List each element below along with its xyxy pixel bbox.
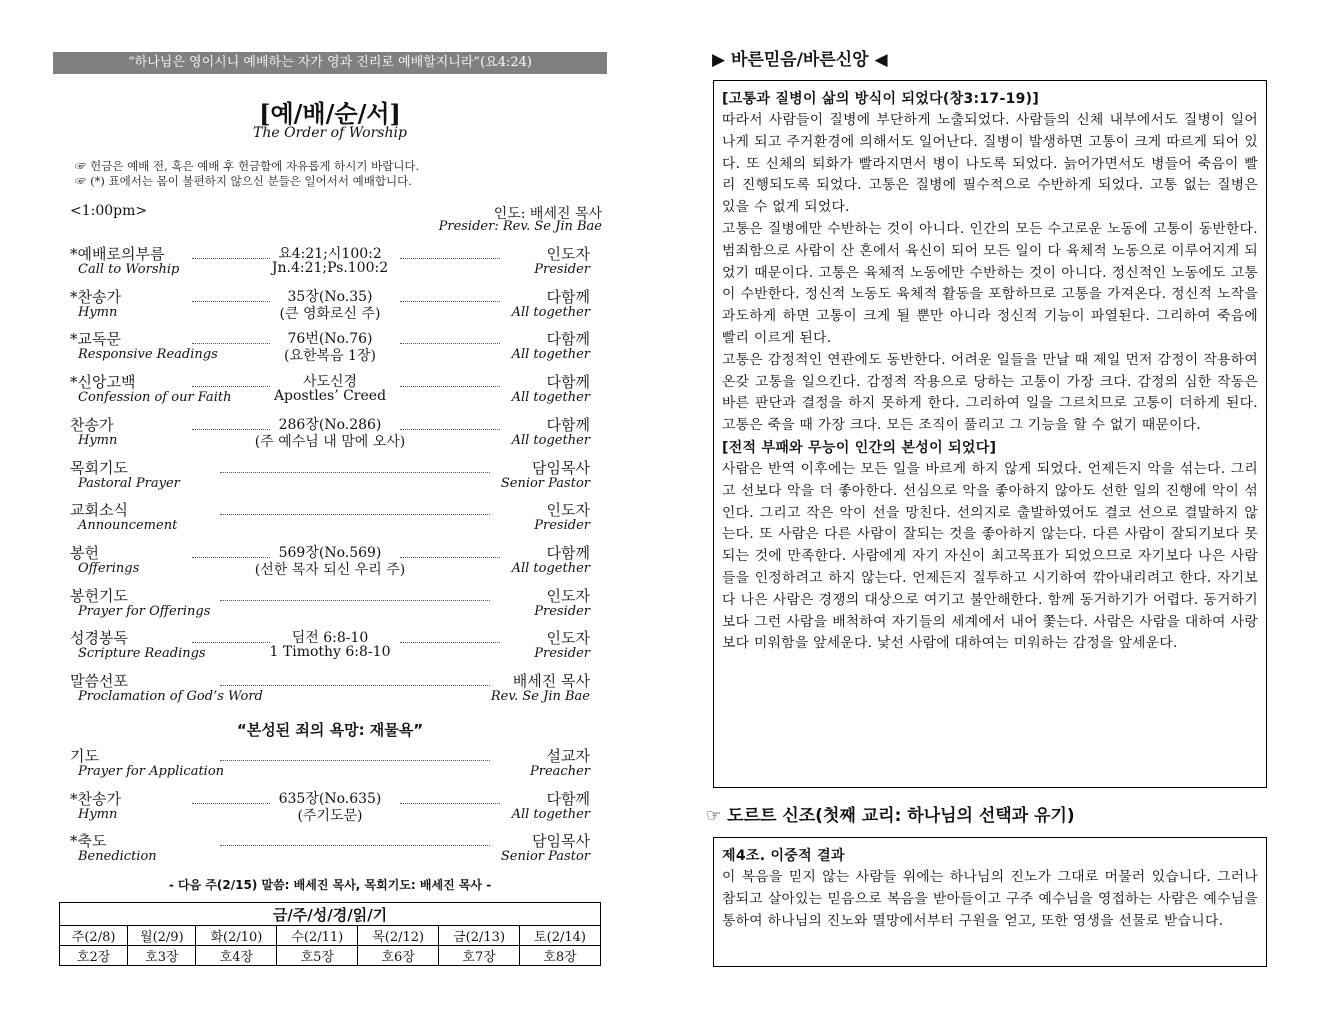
page-title: [예/배/순/서] xyxy=(259,99,401,128)
order-item-leader-en: Preacher xyxy=(530,764,590,779)
dotted-leader xyxy=(400,258,500,259)
reading-books-row xyxy=(60,946,601,966)
order-item-leader: 다함께 xyxy=(546,330,590,349)
dotted-leader xyxy=(220,760,490,761)
order-item-leader: 설교자 xyxy=(546,747,590,765)
order-item-korean: *찬송가 xyxy=(70,789,121,808)
order-item-detail-sub: (큰 영화로신 주) xyxy=(279,305,381,322)
dotted-leader xyxy=(220,685,490,686)
order-item-leader-en: Presider xyxy=(534,518,590,534)
order-item-leader: 다함께 xyxy=(546,373,590,392)
order-item-korean: 교회소식 xyxy=(70,501,128,520)
order-item xyxy=(70,670,594,712)
order-item-detail-sub: 1 Timothy 6:8-10 xyxy=(269,644,391,661)
order-item-leader: 인도자 xyxy=(546,245,590,263)
order-item xyxy=(70,457,594,499)
dotted-leader xyxy=(220,514,490,515)
order-item-english: Hymn xyxy=(78,432,118,448)
order-item xyxy=(70,542,594,584)
order-item-korean: 봉헌 xyxy=(70,543,99,562)
order-item-detail-sub: Jn.4:21;Ps.100:2 xyxy=(271,260,389,276)
order-item-english: Pastoral Prayer xyxy=(78,475,180,491)
order-item-leader-en: All together xyxy=(511,347,590,363)
order-item-english: Announcement xyxy=(78,518,178,534)
reading-book: 호7장 xyxy=(439,946,520,966)
order-item-leader-en: Presider xyxy=(534,603,590,619)
dotted-leader xyxy=(192,386,270,387)
dotted-leader xyxy=(400,386,500,387)
order-item-leader: 다함께 xyxy=(546,415,590,434)
article-paragraph: 고통은 감정적인 연관에도 동반한다. 어려운 일들을 만날 때 제일 먼저 감정이 작용하여 온갖 고통을 일으킨다. 감정적 작용으로 당하는 고통이 가장 크다. 감정의 심한 작동은 바른 판단과 결정을 하지 못하게 한다. 그리하여 일을 그르치므로 고통이 더하게 된다. 고통은 죽을 때 가장 크다. 모든 조직이 풀리고 그 기능을 할 수 없기 때문이다. xyxy=(722,351,1258,434)
order-item xyxy=(70,328,594,370)
order-item xyxy=(70,788,594,830)
reading-day: 토(2/14) xyxy=(520,926,601,946)
order-item-korean: 성경봉독 xyxy=(70,629,128,648)
service-leader: 인도: 배세진 목사 xyxy=(493,206,602,222)
dort-canons-article xyxy=(713,837,1267,967)
dotted-leader xyxy=(220,845,490,846)
dotted-leader xyxy=(400,301,500,302)
order-item-detail-sub: Apostles’ Creed xyxy=(273,388,387,405)
reading-day: 수(2/11) xyxy=(277,926,358,946)
article-heading: [전적 부패와 무능이 인간의 본성이 되었다] xyxy=(722,439,997,456)
reading-day: 월(2/9) xyxy=(128,926,196,946)
order-item-leader: 인도자 xyxy=(546,501,590,520)
order-item-leader-en: All together xyxy=(511,806,590,822)
order-item-korean: 찬송가 xyxy=(70,415,114,434)
order-item-detail-sub: (요한복음 1장) xyxy=(284,348,376,365)
order-item-korean: *신앙고백 xyxy=(70,373,136,392)
reading-day: 주(2/8) xyxy=(60,926,128,946)
reading-book: 호2장 xyxy=(60,946,128,966)
order-item-detail: 사도신경 xyxy=(302,374,358,391)
service-time: <1:00pm> xyxy=(70,203,148,219)
dotted-leader xyxy=(220,600,490,601)
order-item xyxy=(70,243,594,285)
order-item xyxy=(70,286,594,328)
article-paragraph: 이 복음을 믿지 않는 사람들 위에는 하나님의 진노가 그대로 머물러 있습니다. 그러나 참되고 살아있는 믿음으로 복음을 받아들이고 구주 예수님을 영접하는 사람은 예수님을 통하여 하나님의 진노와 멸망에서부터 구원을 얻고, 또한 영생을 선물로 받습니다. xyxy=(722,869,1258,929)
scripture-banner: “하나님은 영이시니 예배하는 자가 영과 진리로 예배할지니라”(요4:24) xyxy=(53,52,607,74)
section-title-right-faith: ▶ 바른믿음/바른신앙 ◀ xyxy=(712,50,888,70)
order-item-english: Offerings xyxy=(78,560,140,576)
order-item-leader: 배세진 목사 xyxy=(512,672,590,690)
order-item-leader-en: All together xyxy=(511,390,590,406)
dotted-leader xyxy=(220,472,490,473)
order-item-leader: 인도자 xyxy=(546,586,590,605)
order-item-leader-en: Rev. Se Jin Bae xyxy=(490,689,590,704)
order-item-detail: 286장(No.286) xyxy=(278,416,382,433)
reading-day: 목(2/12) xyxy=(358,926,439,946)
order-item-korean: 봉헌기도 xyxy=(70,586,128,605)
order-item-detail: 딤전 6:8-10 xyxy=(291,630,369,647)
article-paragraph: 따라서 사람들이 질병에 부단하게 노출되었다. 사람들의 신체 내부에서도 질병이 일어나게 되고 주거환경에 의해서도 일어난다. 질병이 발생하면 고통이 크게 따르게 되어 있다. 또 신체의 퇴화가 빨라지면서 병이 나도록 되었다. 늙어가면서도 병들어 죽음이 빨리 진행되도록 되었다. 고통은 질병에 필수적으로 수반하게 되었다. 고통 없는 질병은 있을 수 없게 되었다. xyxy=(722,112,1258,216)
dotted-leader xyxy=(400,557,500,558)
order-item-korean: *예배로의부름 xyxy=(70,245,165,263)
reading-book: 호6장 xyxy=(358,946,439,966)
order-item-leader-en: Presider xyxy=(534,646,590,662)
service-leader-en: Presider: Rev. Se Jin Bae xyxy=(438,219,602,234)
order-item-korean: 말씀선포 xyxy=(70,672,128,690)
dotted-leader xyxy=(400,429,500,430)
reading-day: 화(2/10) xyxy=(196,926,277,946)
order-item-leader: 담임목사 xyxy=(532,458,590,477)
dotted-leader xyxy=(400,803,500,804)
order-item xyxy=(70,627,594,669)
order-item-korean: 기도 xyxy=(70,747,99,765)
reading-book: 호3장 xyxy=(128,946,196,966)
order-item-korean: *축도 xyxy=(70,832,107,851)
order-item xyxy=(70,585,594,627)
order-item xyxy=(70,371,594,413)
order-item-korean: *교독문 xyxy=(70,330,121,349)
order-item xyxy=(70,745,594,787)
reading-table-title: 금/주/성/경/읽/기 xyxy=(60,903,601,926)
dotted-leader xyxy=(192,301,270,302)
order-item-korean: *찬송가 xyxy=(70,287,121,306)
weekly-bible-reading-table xyxy=(59,902,601,966)
article-heading: [고통과 질병이 삶의 방식이 되었다(창3:17-19)] xyxy=(722,91,1040,107)
order-item-leader: 다함께 xyxy=(546,789,590,808)
standing-note: ☞ (*) 표에서는 몸이 불편하지 않으신 분들은 일어서서 예배합니다. xyxy=(75,174,412,188)
order-item-leader: 다함께 xyxy=(546,543,590,562)
order-item xyxy=(70,499,594,541)
article-paragraph: 고통은 질병에만 수반하는 것이 아니다. 인간의 모든 수고로운 노동에 고통이 동반한다. 범죄함으로 사람이 산 혼에서 육신이 되어 모든 일이 다 육체적 노동으로 이루어지게 되었기 때문이다. 고통은 육체적 노동에만 수반하는 것이 아니다. 정신적인 노동에도 고통이 수반한다. 정신적 노동도 육체적 활동을 포함하므로 고통을 가져온다. 정신적 노작을 과도하게 하면 고통이 크게 될 뿐만 아니라 정신적 기능이 파열된다. 그리하여 죽음에 빨리 이르게 된다. xyxy=(722,220,1258,346)
section-title-dort-canons: ☞ 도르트 신조(첫째 교리: 하나님의 선택과 유기) xyxy=(706,806,1075,826)
dotted-leader xyxy=(192,803,270,804)
order-item-english: Proclamation of God’s Word xyxy=(78,689,263,704)
right-faith-article xyxy=(713,80,1267,788)
next-week-notice: - 다음 주(2/15) 말씀: 배세진 목사, 목회기도: 배세진 목사 - xyxy=(168,878,492,892)
offering-note: ☞ 헌금은 예배 전, 혹은 예배 후 헌금함에 자유롭게 하시기 바랍니다. xyxy=(75,159,420,173)
order-item-detail-sub: (선한 목자 되신 우리 주) xyxy=(254,561,406,578)
reading-book: 호4장 xyxy=(196,946,277,966)
order-item-leader-en: All together xyxy=(511,432,590,448)
reading-day: 금(2/13) xyxy=(439,926,520,946)
order-item-detail-sub: (주기도문) xyxy=(297,807,363,824)
order-item-leader-en: Senior Pastor xyxy=(500,849,590,865)
article-paragraph: 사람은 반역 이후에는 모든 일을 바르게 하지 않게 되었다. 언제든지 악을 섞는다. 그리고 선보다 악을 더 좋아한다. 선심으로 악을 좋아하지 않아도 선한 일의 진행에 악이 섞인다. 그리고 작은 악이 선을 망친다. 선의지로 출발하였어도 결코 선으로 결말하지 않는다. 또 사람은 다른 사람이 잘되는 것을 좋아하지 않는다. 다른 사람이 잘되기보다 못 되는 것에 만족한다. 사람에게 자기 자신이 최고목표가 되었으므로 자기보다 나은 사람들을 인정하려고 하지 않는다. 언제든지 질투하고 시기하여 깎아내리려고 한다. 자기보다 나은 사람은 경쟁의 대상으로 여기고 불안해한다. 함께 동거하기가 어렵다. 동거하기보다 그런 사람을 배척하여 자기들의 세계에서 내어 쫓는다. 사람은 사람을 대하여 사랑보다 미워함을 앞세운다. 낯선 사람에 대하여는 미워하는 감정을 앞세운다. xyxy=(722,460,1258,652)
order-item-detail: 76번(No.76) xyxy=(287,331,373,348)
order-item-detail-sub: (주 예수님 내 맘에 오사) xyxy=(254,433,406,450)
order-item-english: Hymn xyxy=(78,304,118,320)
order-item-leader-en: All together xyxy=(511,560,590,576)
order-item-leader: 담임목사 xyxy=(532,832,590,851)
order-item-leader: 인도자 xyxy=(546,629,590,648)
sermon-title: “본성된 죄의 욕망: 재물욕” xyxy=(236,721,424,739)
dotted-leader xyxy=(192,343,270,344)
order-item-english: Prayer for Application xyxy=(78,764,225,779)
order-item-english: Responsive Readings xyxy=(78,347,218,363)
order-item xyxy=(70,414,594,456)
dotted-leader xyxy=(192,642,270,643)
reading-days-row xyxy=(60,926,601,946)
order-item-leader-en: Senior Pastor xyxy=(500,475,590,491)
order-item-detail: 569장(No.569) xyxy=(278,544,382,561)
reading-book: 호5장 xyxy=(277,946,358,966)
order-item-detail: 요4:21;시100:2 xyxy=(278,246,382,262)
order-item-leader: 다함께 xyxy=(546,287,590,306)
dotted-leader xyxy=(192,429,270,430)
order-item-leader-en: All together xyxy=(511,304,590,320)
dotted-leader xyxy=(192,258,270,259)
order-item-detail: 35장(No.35) xyxy=(287,288,373,305)
order-item-english: Prayer for Offerings xyxy=(78,603,211,619)
order-item-english: Hymn xyxy=(78,806,118,822)
order-item-leader-en: Presider xyxy=(534,262,590,277)
order-item-english: Benediction xyxy=(78,849,157,865)
dotted-leader xyxy=(192,557,270,558)
order-item-english: Confession of our Faith xyxy=(78,390,232,406)
order-item-detail: 635장(No.635) xyxy=(278,790,382,807)
order-item-korean: 목회기도 xyxy=(70,458,128,477)
page-subtitle: The Order of Worship xyxy=(253,125,407,141)
dotted-leader xyxy=(400,343,500,344)
reading-book: 호8장 xyxy=(520,946,601,966)
order-item xyxy=(70,830,594,872)
order-item-english: Scripture Readings xyxy=(78,646,206,662)
article-heading: 제4조. 이중적 결과 xyxy=(722,848,845,864)
order-item-english: Call to Worship xyxy=(78,262,180,277)
dotted-leader xyxy=(400,642,500,643)
